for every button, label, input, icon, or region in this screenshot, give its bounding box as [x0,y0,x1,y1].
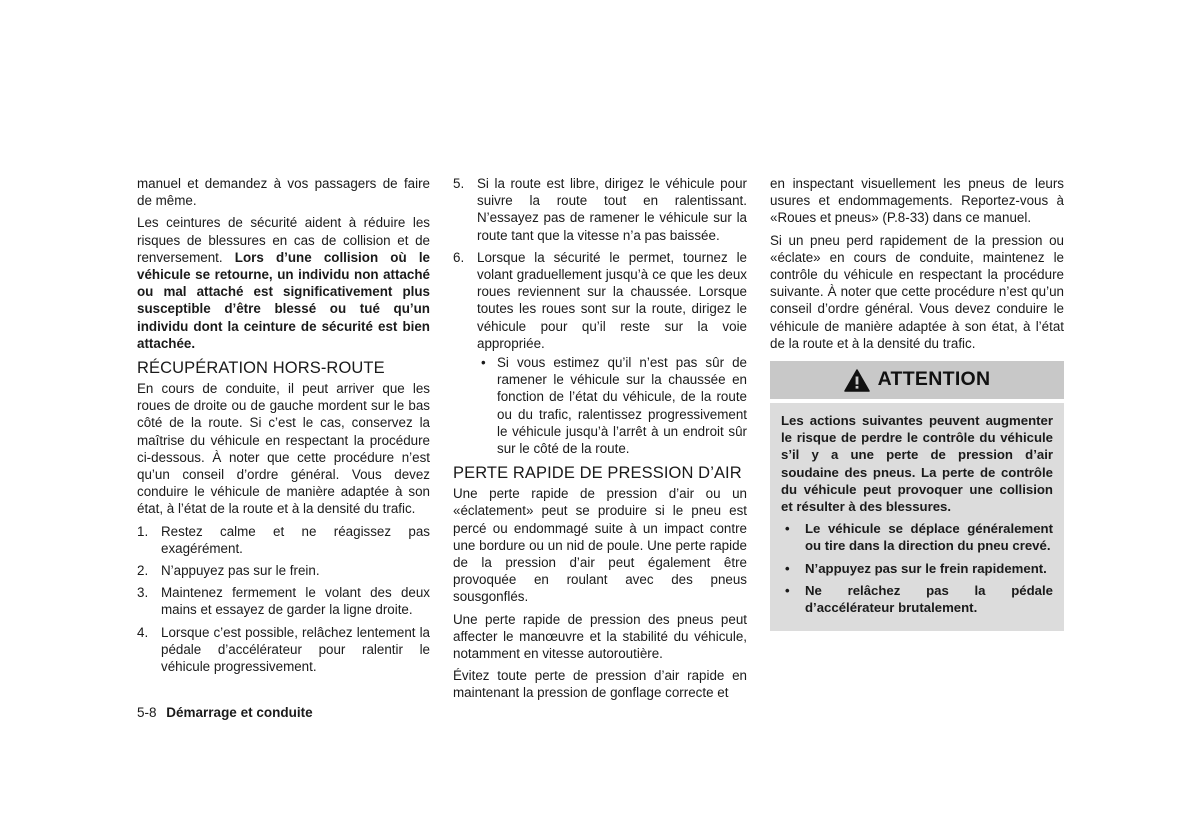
warning-title: ATTENTION [877,368,991,391]
step-text: Lorsque c’est possible, relâchez lentement la pédale d’accélérateur pour ralentir le véhicule progressivement. [161,624,430,675]
step-number: 3. [137,585,149,601]
warning-bullet-text: Le véhicule se déplace généralement ou tire dans la direction du pneu crevé. [805,521,1053,554]
step-text: Maintenez fermement le volant des deux mains et essayez de garder la ligne droite. [161,585,430,618]
step-text: N’appuyez pas sur le frein. [161,563,320,579]
page-number: 5-8 [137,705,157,720]
warning-box [770,361,1064,631]
step-list [453,175,747,457]
bullet-icon: • [785,521,790,537]
paragraph: en inspectant visuellement les pneus de leurs usures et endommagements. Reportez-vous à «Roues et pneus» (P.8-33) dans ce manuel. [770,176,1064,226]
warning-bullet-item [781,582,1053,616]
section-title: Démarrage et conduite [166,705,313,720]
warning-bullet-text: Ne relâchez pas la pédale d’accélérateur brutalement. [805,582,1053,616]
step-item [137,624,430,676]
column-middle [453,175,747,707]
step-text: Restez calme et ne réagissez pas exagérément. [161,523,430,556]
step-list [137,523,430,676]
seatbelt-text: Les ceintures de sécurité aident à réduire les risques de blessures en cas de collision et de renversement. [137,215,430,265]
column-right [770,175,1064,631]
step-text: Lorsque la sécurité le permet, tournez le volant graduellement jusqu’à ce que les deux roues reviennent sur la chaussée. Lorsque toutes les roues sont sur la route, dirigez le véhicule pour qu’il reste sur la voie appropriée. [477,249,747,351]
page-footer [137,705,313,720]
paragraph: En cours de conduite, il peut arriver que les roues de droite ou de gauche mordent sur le bas côté de la route. Si c’est le cas, conservez la maîtrise du véhicule en respectant la procédure ci-dessous. À noter que cette procédure n’est qu’un conseil d’ordre général. Vous devez conduire le véhicule de manière adaptée à son état, à l’état de la route et à la densité du trafic. [137,381,430,517]
paragraph-seatbelt [137,214,430,352]
column-left [137,175,430,680]
paragraph: Une perte rapide de pression des pneus peut affecter le manœuvre et la stabilité du véhicule, notamment en vitesse autoroutière. [453,611,747,662]
paragraph: manuel et demandez à vos passagers de faire de même. [137,176,430,209]
step-number: 1. [137,523,149,539]
warning-header [770,361,1064,399]
paragraph: Une perte rapide de pression d’air ou un «éclatement» peut se produire si le pneu est percé ou endommagé suite à un impact contre une bordure ou un nid de poule. Une perte rapide de la pression d’air peut également être provoquée en roulant avec des pneus sousgonflés. [453,486,747,605]
warning-bullet-item [781,560,1053,577]
warning-intro: Les actions suivantes peuvent augmenter le risque de perdre le contrôle du véhicule s’il y a une perte de pression d’air soudaine des pneus. La perte de contrôle du véhicule peut provoquer une collision et résulter à des blessures. [781,413,1053,515]
step-item [137,562,430,579]
warning-bullet-text: N’appuyez pas sur le frein rapidement. [805,560,1047,576]
step-number: 6. [453,249,465,265]
sub-bullet-list [477,354,747,457]
step-number: 4. [137,624,149,640]
paragraph: Si un pneu perd rapidement de la pression ou «éclate» en cours de conduite, maintenez le contrôle du véhicule en respectant la procédure suivante. À noter que cette procédure n’est qu’un conseil d’ordre général. Vous devez conduire le véhicule de manière adaptée à son état, à l’état de la route et à la densité du trafic. [770,232,1064,351]
section-heading-offroad-recovery: RÉCUPÉRATION HORS-ROUTE [137,359,385,378]
warning-bullet-list [781,520,1053,616]
step-item [137,584,430,618]
bullet-icon: • [785,582,790,598]
step-number: 2. [137,563,149,579]
warning-body [770,403,1064,631]
step-text: Si la route est libre, dirigez le véhicule pour suivre la route tout en ralentissant. N’essayez pas de ramener le véhicule sur la route tant que la vitesse n’a pas baissée. [477,176,747,243]
step-item [453,249,747,457]
sub-bullet-text: Si vous estimez qu’il n’est pas sûr de ramener le véhicule sur la chaussée en fonction de l’état du véhicule, de la route ou du trafic, ralentissez progressivement le véhicule jusqu’à l’arrêt à un endroit sûr sur le côté de la route. [497,355,747,457]
bullet-icon: • [481,355,486,371]
warning-triangle-icon [844,369,870,392]
sub-bullet-item [477,354,747,457]
paragraph: Évitez toute perte de pression d’air rapide en maintenant la pression de gonflage correcte et [453,668,747,701]
step-item [453,175,747,244]
step-number: 5. [453,176,465,191]
seatbelt-warning-text: Lors d’une collision où le véhicule se retourne, un individu non attaché ou mal attaché est significativement plus susceptible d’être blessé ou tué qu’un individu dont la ceinture de sécurité est bien attachée. [137,249,430,351]
step-item [137,523,430,557]
bullet-icon: • [785,560,790,576]
warning-bullet-item [781,520,1053,554]
section-heading-pressure-loss: PERTE RAPIDE DE PRESSION D’AIR [453,464,742,483]
